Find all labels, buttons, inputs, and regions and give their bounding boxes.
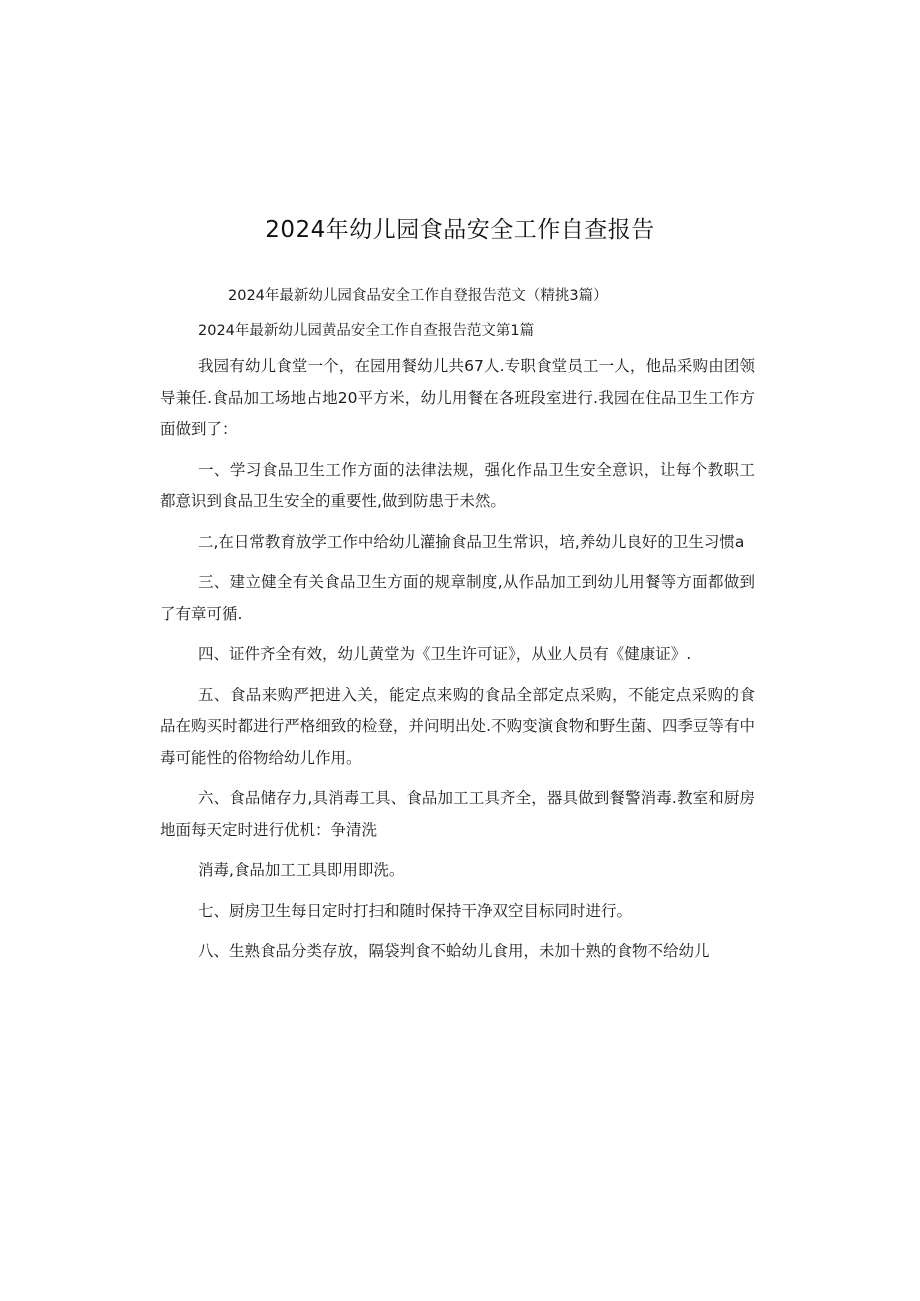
- paragraph-item-6-continued: 消毒,食品加工工具即用即洗。: [198, 861, 405, 879]
- section-heading: 2024年最新幼儿园黄品安全工作自查报告范文第1篇: [198, 323, 535, 339]
- paragraph-item-1: 一、学习食品卫生工作方面的法律法规，强化作品卫生安全意识，让每个教职工都意识到食品卫生安全的重要性,做到防患于未然。: [160, 460, 755, 510]
- paragraph-item-4: 四、证件齐全有效，幼儿黄堂为《卫生许可证》，从业人员有《健康证》.: [198, 645, 692, 663]
- paragraph-item-5: 五、食品来购严把进入关，能定点来购的食品全部定点采购，不能定点采购的食品在购买时都进行严格细致的检登，并问明出处.不购变演食物和野生菌、四季豆等有中毒可能性的俗物给幼儿作用。: [160, 685, 755, 767]
- document-body: [160, 284, 755, 968]
- paragraph-item-6: 六、食品储存力,具消毒工具、食品加工工具齐全，器具做到餐警消毒.教室和厨房地面每天定时进行优机：争清洗: [160, 789, 755, 839]
- document-subtitle: 2024年最新幼儿园食品安全工作自登报告范文（精挑3篇）: [228, 288, 608, 304]
- paragraph-item-7: 七、厨房卫生每日定时打扫和随时保持干净双空目标同时进行。: [198, 901, 633, 920]
- document-title: 2024年幼儿园食品安全工作自查报告: [265, 217, 655, 243]
- paragraph-item-2: 二,在日常教育放学工作中给幼儿灌揄食品卫生常识，培,养幼儿良好的卫生习惯a: [198, 532, 745, 551]
- paragraph-item-3: 三、建立健全有关食品卫生方面的规章制度,从作品加工到幼儿用餐等方面都做到了有章可循.: [160, 573, 755, 623]
- paragraph-item-8: 八、生熟食品分类存放，隔袋判食不蛤幼儿食用，未加十熟的食物不给幼儿: [198, 942, 710, 960]
- paragraph-intro: 我园有幼儿食堂一个，在园用餐幼儿共67人.专职食堂员工一人，他品采购由团领导兼任.食品加工场地占地20平方米，幼儿用餐在各班段室进行.我园在住品卫生工作方面做到了：: [160, 357, 755, 438]
